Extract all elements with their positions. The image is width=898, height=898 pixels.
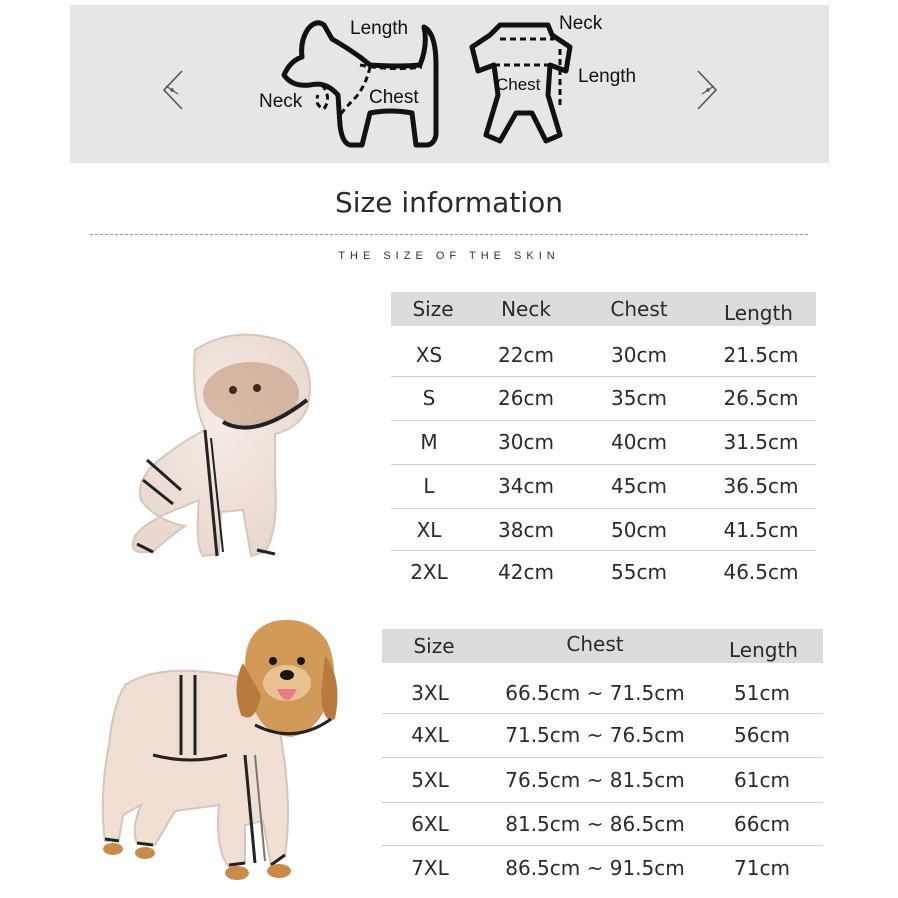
size-cell: M <box>420 430 438 454</box>
size-cell: S <box>422 386 436 410</box>
size-cell: L <box>423 474 435 498</box>
chest-cell: 35cm <box>611 386 667 410</box>
table-row <box>382 850 823 886</box>
header-size: Size <box>412 297 454 321</box>
header-chest: Chest <box>610 297 668 321</box>
neck-cell: 42cm <box>498 560 554 584</box>
table-row <box>391 424 816 460</box>
table-header-row <box>382 629 823 663</box>
arrow-right-icon <box>688 67 724 113</box>
chest-cell: 55cm <box>611 560 667 584</box>
dog-outline-illustration <box>284 23 436 145</box>
size-table-large <box>382 629 823 889</box>
row-divider <box>382 802 823 803</box>
row-divider <box>391 464 816 465</box>
table-row <box>391 380 816 416</box>
chest-cell: 45cm <box>611 474 667 498</box>
length-cell: 26.5cm <box>723 386 799 410</box>
table-row <box>382 717 823 753</box>
length-cell: 31.5cm <box>723 430 799 454</box>
large-dog-raincoat-image <box>95 615 345 890</box>
title-divider <box>90 234 808 235</box>
chest-cell: 86.5cm ~ 91.5cm <box>505 856 685 880</box>
row-divider <box>382 845 823 846</box>
size-cell: 7XL <box>411 856 449 880</box>
coat-chest-label: Chest <box>496 75 541 94</box>
chest-cell: 50cm <box>611 518 667 542</box>
length-cell: 46.5cm <box>723 560 799 584</box>
table-row <box>391 468 816 504</box>
length-cell: 66cm <box>734 812 790 836</box>
table-row <box>391 512 816 548</box>
length-cell: 56cm <box>734 723 790 747</box>
size-cell: 3XL <box>411 681 449 705</box>
row-divider <box>391 508 816 509</box>
chest-cell: 71.5cm ~ 76.5cm <box>505 723 685 747</box>
arrow-left-icon <box>156 67 192 113</box>
page-subtitle: THE SIZE OF THE SKIN <box>338 250 560 262</box>
size-cell: 2XL <box>410 560 448 584</box>
dog-neck-label: Neck <box>259 91 303 112</box>
table-row <box>382 762 823 798</box>
table-row <box>391 337 816 373</box>
header-length: Length <box>724 301 793 325</box>
row-divider <box>391 550 816 551</box>
table-header-row <box>391 292 816 326</box>
size-cell: XS <box>415 343 443 367</box>
dog-length-label: Length <box>350 18 409 39</box>
row-divider <box>391 420 816 421</box>
chest-cell: 81.5cm ~ 86.5cm <box>505 812 685 836</box>
measurement-diagram-banner <box>70 5 829 163</box>
chest-cell: 30cm <box>611 343 667 367</box>
neck-cell: 38cm <box>498 518 554 542</box>
row-divider <box>391 376 816 377</box>
length-cell: 71cm <box>734 856 790 880</box>
length-cell: 41.5cm <box>723 518 799 542</box>
small-dog-raincoat-image <box>125 330 315 575</box>
table-row <box>382 806 823 842</box>
row-divider <box>382 757 823 758</box>
neck-cell: 30cm <box>498 430 554 454</box>
chest-cell: 66.5cm ~ 71.5cm <box>505 681 685 705</box>
header-neck: Neck <box>501 297 551 321</box>
chest-cell: 76.5cm ~ 81.5cm <box>505 768 685 792</box>
row-divider <box>382 713 823 714</box>
size-cell: 6XL <box>411 812 449 836</box>
neck-cell: 26cm <box>498 386 554 410</box>
coat-length-label: Length <box>578 66 637 87</box>
table-row <box>391 554 816 590</box>
header-length: Length <box>729 638 798 662</box>
size-cell: XL <box>416 518 442 542</box>
table-row <box>382 675 823 711</box>
size-cell: 4XL <box>411 723 449 747</box>
page-title: Size information <box>335 186 563 219</box>
neck-cell: 34cm <box>498 474 554 498</box>
neck-cell: 22cm <box>498 343 554 367</box>
length-cell: 51cm <box>734 681 790 705</box>
coat-neck-label: Neck <box>559 13 603 34</box>
size-cell: 5XL <box>411 768 449 792</box>
chest-cell: 40cm <box>611 430 667 454</box>
length-cell: 61cm <box>734 768 790 792</box>
next-arrow-button[interactable] <box>688 67 724 113</box>
dog-chest-label: Chest <box>369 87 419 108</box>
header-chest: Chest <box>566 632 624 656</box>
length-cell: 21.5cm <box>723 343 799 367</box>
size-table-small <box>391 292 816 592</box>
length-cell: 36.5cm <box>723 474 799 498</box>
prev-arrow-button[interactable] <box>156 67 192 113</box>
header-size: Size <box>413 634 455 658</box>
